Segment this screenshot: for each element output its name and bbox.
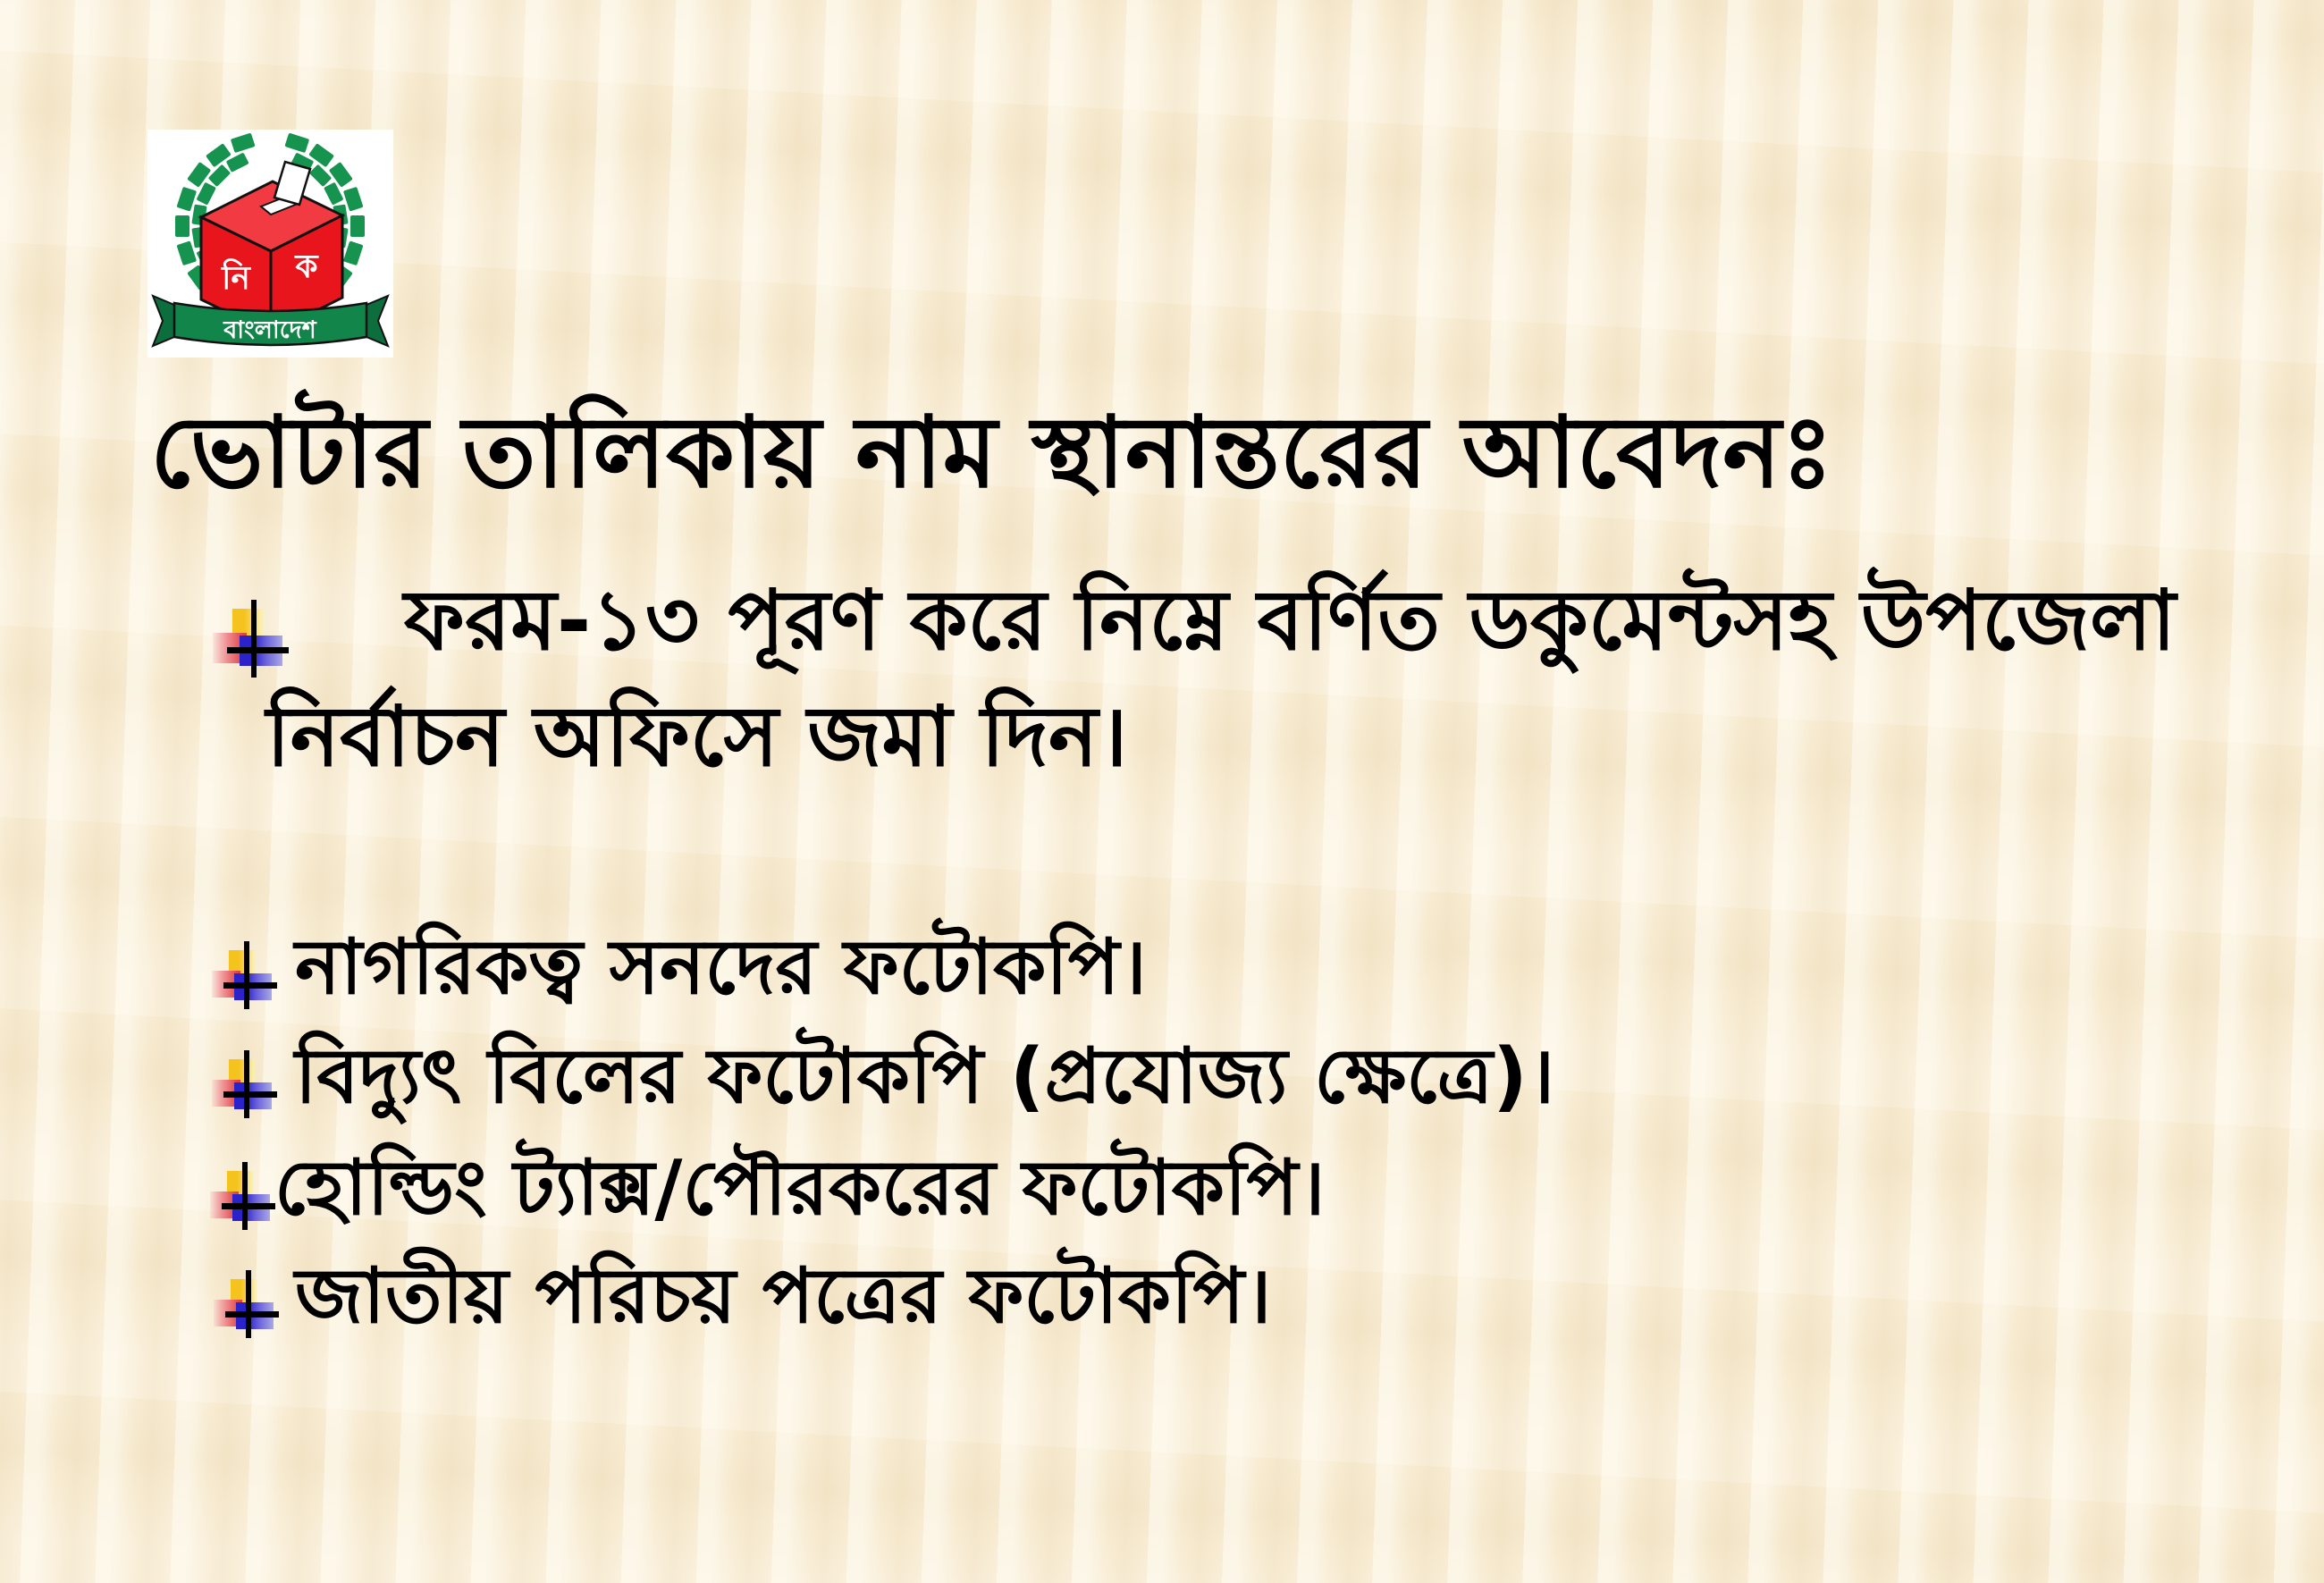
square-cross-bullet-icon — [213, 946, 274, 1006]
bullet-vertical-line — [244, 941, 249, 1009]
logo-banner-text: বাংলাদেশ — [223, 316, 316, 344]
bullet-vertical-line — [244, 1050, 249, 1118]
bullet-horizontal-line — [225, 1311, 279, 1318]
intro-bullet-line-1: ফরম-১৩ পূরণ করে নিম্নে বর্ণিত ডকুমেন্টসহ উপজেলা — [404, 572, 2177, 669]
election-commission-logo-icon — [147, 130, 393, 358]
bullet-horizontal-line — [222, 1203, 275, 1209]
document-list-item: বিদ্যুৎ বিলের ফটোকপি (প্রযোজ্য ক্ষেত্রে)। — [295, 1032, 1555, 1121]
document-list-item: হোল্ডিং ট্যাক্স/পৌরকরের ফটোকপি। — [274, 1144, 1326, 1233]
bullet-vertical-line — [246, 1270, 251, 1338]
square-cross-bullet-icon — [213, 1055, 274, 1116]
document-list-item: নাগরিকত্ব সনদের ফটোকপি। — [295, 923, 1147, 1012]
square-cross-bullet-icon — [211, 1166, 272, 1227]
square-cross-bullet-icon — [215, 604, 284, 674]
bullet-horizontal-line — [227, 647, 289, 654]
slide-title: ভোটার তালিকায় নাম স্থানান্তরের আবেদনঃ — [150, 395, 1834, 509]
bullet-horizontal-line — [223, 982, 277, 989]
ballot-box-right-letter: ক — [295, 248, 318, 285]
document-list-item: জাতীয় পরিচয় পত্রের ফটোকপি। — [295, 1252, 1272, 1341]
bullet-vertical-line — [242, 1162, 248, 1230]
bullet-horizontal-line — [223, 1091, 277, 1098]
bullet-vertical-line — [251, 600, 257, 678]
square-cross-bullet-icon — [215, 1275, 275, 1335]
intro-bullet-line-2: নির্বাচন অফিসে জমা দিন। — [266, 688, 1128, 785]
ballot-box-left-letter: নি — [222, 260, 250, 297]
